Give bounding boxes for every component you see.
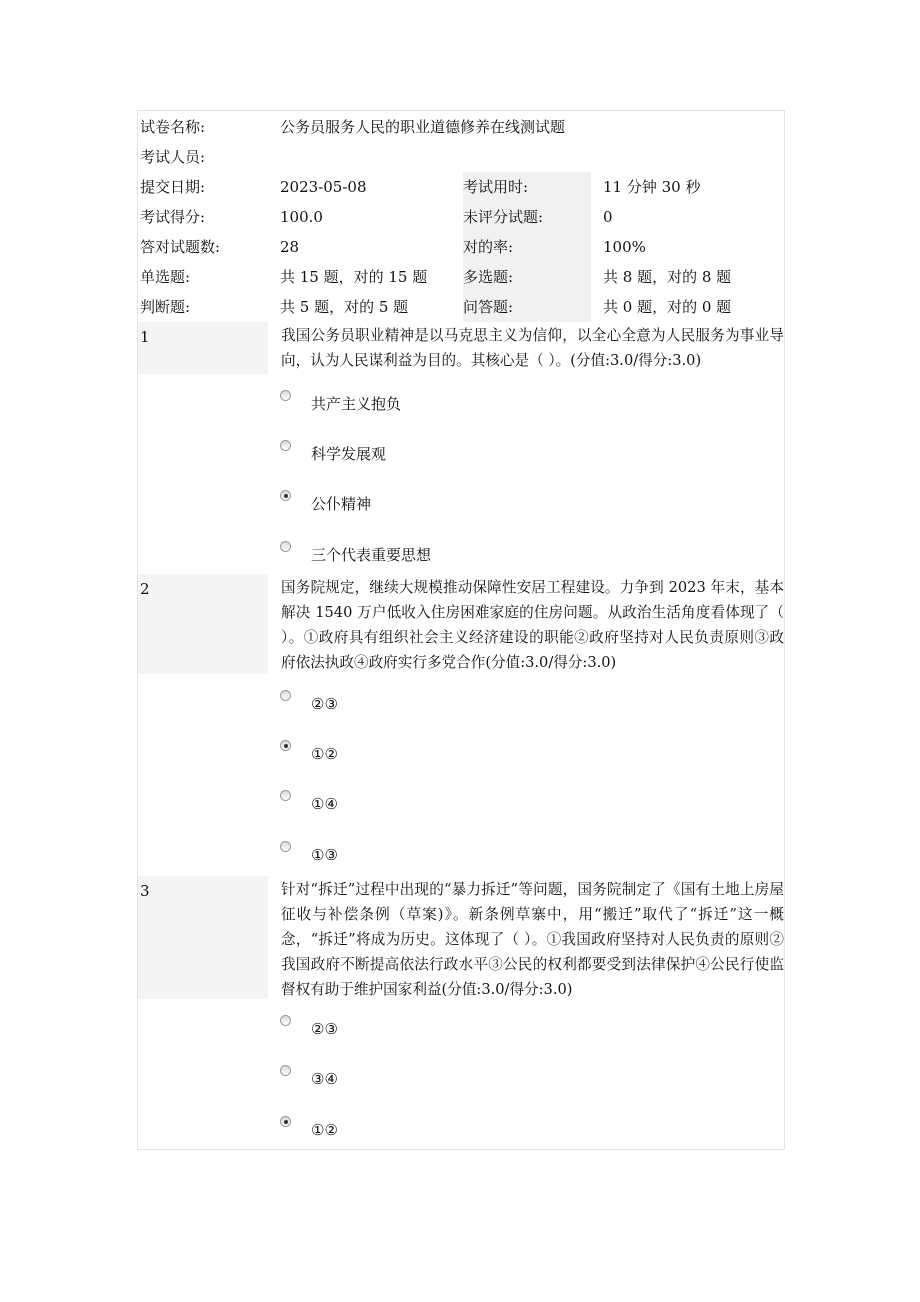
radio-button-selected[interactable] (280, 740, 291, 751)
time-used-label: 考试用时: (463, 172, 591, 202)
option-label: ②③ (311, 1020, 338, 1038)
time-used: 11 分钟 30 秒 (603, 178, 701, 196)
question-text: 针对“拆迁”过程中出现的“暴力拆迁”等问题，国务院制定了《国有土地上房屋征收与补偿条例（草案)》。新条例草寨中，用“搬迁”取代了“拆迁”这一概念，“拆迁”将成为历史。这体现了（ ）。①我国政府坚持对人民负责的原则②我国政府不断提高依法行政水平③公民的权利都要受到法律保护④公民行使监督权有助于维护国家利益(分值:3.0/得分:3.0) (281, 881, 784, 998)
radio-button[interactable] (280, 690, 291, 701)
single-choice-summary: 共 15 题，对的 15 题 (280, 268, 428, 286)
radio-button[interactable] (280, 1015, 291, 1026)
submit-date-label: 提交日期: (140, 178, 206, 196)
question-number: 1 (138, 322, 268, 374)
question-text: 国务院规定，继续大规模推动保障性安居工程建设。力争到 2023 年末，基本解决 1540 万户低收入住房困难家庭的住房问题。从政治生活角度看体现了（ ）。①政府具有组织社会主义经济建设的职能②政府坚持对人民负责原则③政府依法执政④政府实行多党合作(分值:3.0/得分:3.0) (281, 579, 784, 671)
option-label: 三个代表重要思想 (311, 546, 432, 564)
option-label: 科学发展观 (311, 445, 387, 463)
correct-count-label: 答对试题数: (140, 238, 221, 256)
radio-button[interactable] (280, 541, 291, 552)
single-choice-label: 单选题: (140, 268, 191, 286)
option-label: ①② (311, 745, 338, 763)
radio-button[interactable] (280, 790, 291, 801)
radio-button[interactable] (280, 440, 291, 451)
option-label: ①② (311, 1121, 338, 1139)
option-label: ③④ (311, 1070, 338, 1088)
option-label: 共产主义抱负 (311, 395, 402, 413)
essay-label: 问答题: (463, 292, 591, 322)
paper-name-label: 试卷名称: (140, 118, 206, 136)
option-label: ①④ (311, 795, 338, 813)
judge-label: 判断题: (140, 298, 191, 316)
paper-name: 公务员服务人民的职业道德修养在线测试题 (280, 118, 566, 136)
accuracy-label: 对的率: (463, 232, 591, 262)
ungraded: 0 (603, 208, 613, 226)
multi-choice-summary: 共 8 题，对的 8 题 (603, 268, 732, 286)
ungraded-label: 未评分试题: (463, 202, 591, 232)
question-number: 3 (138, 876, 268, 999)
radio-button-selected[interactable] (280, 1116, 291, 1127)
score-label: 考试得分: (140, 208, 206, 226)
essay-summary: 共 0 题，对的 0 题 (603, 298, 732, 316)
option-label: 公仆精神 (311, 495, 372, 513)
multi-choice-label: 多选题: (463, 262, 591, 292)
accuracy: 100% (603, 238, 646, 256)
score: 100.0 (280, 208, 323, 226)
judge-summary: 共 5 题，对的 5 题 (280, 298, 409, 316)
radio-button[interactable] (280, 390, 291, 401)
radio-button-selected[interactable] (280, 490, 291, 501)
radio-button[interactable] (280, 841, 291, 852)
question-text: 我国公务员职业精神是以马克思主义为信仰，以全心全意为人民服务为事业导向，认为人民谋利益为目的。其核心是（ ）。(分值:3.0/得分:3.0) (281, 327, 784, 369)
question-number: 2 (138, 574, 268, 674)
radio-button[interactable] (280, 1065, 291, 1076)
option-label: ①③ (311, 846, 338, 864)
examinee-label: 考试人员: (140, 148, 206, 166)
submit-date: 2023-05-08 (280, 178, 367, 196)
correct-count: 28 (280, 238, 300, 256)
option-label: ②③ (311, 695, 338, 713)
